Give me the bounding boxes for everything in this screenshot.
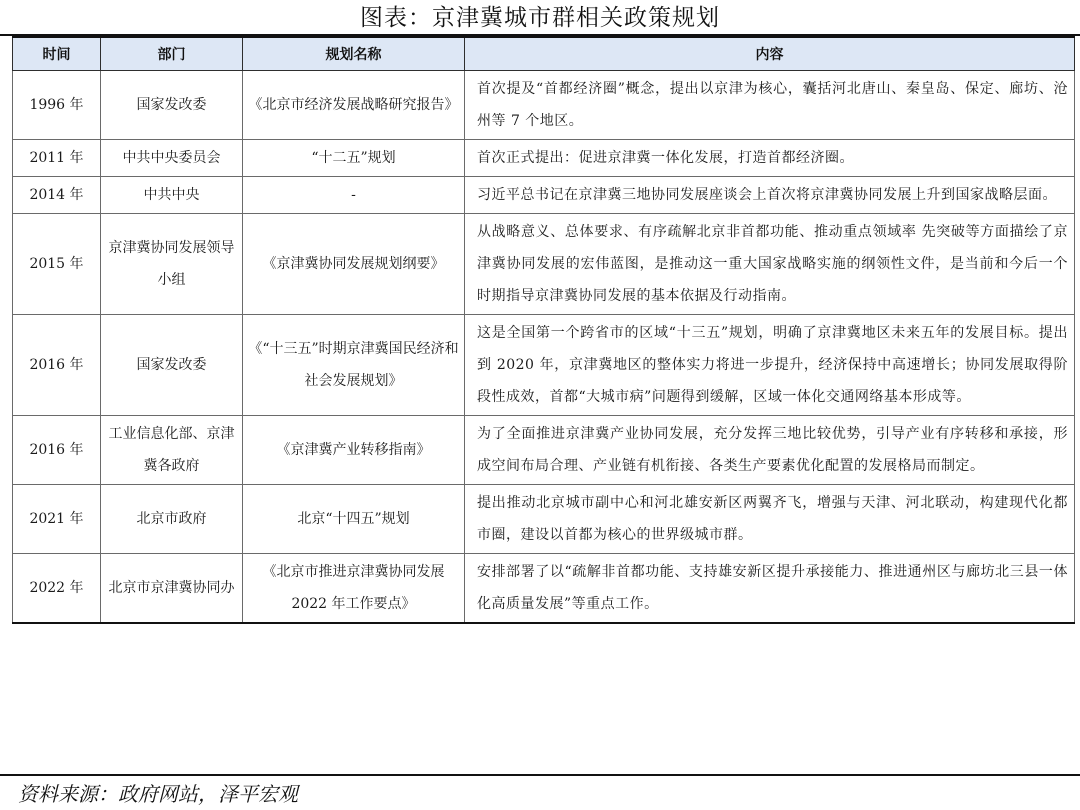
cell-plan: 《京津冀协同发展规划纲要》 — [243, 214, 465, 315]
header-time: 时间 — [13, 37, 101, 71]
cell-dept: 国家发改委 — [101, 315, 243, 416]
cell-dept: 中共中央 — [101, 177, 243, 214]
table-row — [13, 71, 1075, 140]
cell-dept: 国家发改委 — [101, 71, 243, 140]
cell-content: 为了全面推进京津冀产业协同发展，充分发挥三地比较优势，引导产业有序转移和承接，形成空间布局合理、产业链有机衔接、各类生产要素优化配置的发展格局而制定。 — [465, 416, 1075, 485]
cell-dept: 北京市政府 — [101, 485, 243, 554]
cell-content: 从战略意义、总体要求、有序疏解北京非首都功能、推动重点领域率 先突破等方面描绘了京津冀协同发展的宏伟蓝图，是推动这一重大国家战略实施的纲领性文件，是当前和今后一个时期指导京津冀协同发展的基本依据及行动指南。 — [465, 214, 1075, 315]
cell-content: 首次提及“首都经济圈”概念，提出以京津为核心，囊括河北唐山、秦皇岛、保定、廊坊、沧州等 7 个地区。 — [465, 71, 1075, 140]
cell-content: 习近平总书记在京津冀三地协同发展座谈会上首次将京津冀协同发展上升到国家战略层面。 — [465, 177, 1075, 214]
source-note: 资料来源：政府网站，泽平宏观 — [18, 782, 298, 806]
header-content: 内容 — [465, 37, 1075, 71]
cell-time: 2022 年 — [13, 554, 101, 624]
table-row — [13, 177, 1075, 214]
cell-time: 2016 年 — [13, 416, 101, 485]
cell-plan: 北京“十四五”规划 — [243, 485, 465, 554]
cell-content: 提出推动北京城市副中心和河北雄安新区两翼齐飞，增强与天津、河北联动，构建现代化都市圈，建设以首都为核心的世界级城市群。 — [465, 485, 1075, 554]
cell-time: 2016 年 — [13, 315, 101, 416]
cell-dept: 北京市京津冀协同办 — [101, 554, 243, 624]
policy-table — [12, 36, 1075, 624]
cell-content: 安排部署了以“疏解非首都功能、支持雄安新区提升承接能力、推进通州区与廊坊北三县一体化高质量发展”等重点工作。 — [465, 554, 1075, 624]
cell-plan: 《“十三五”时期京津冀国民经济和社会发展规划》 — [243, 315, 465, 416]
table-row — [13, 416, 1075, 485]
table-row — [13, 485, 1075, 554]
cell-time: 2021 年 — [13, 485, 101, 554]
cell-dept: 京津冀协同发展领导小组 — [101, 214, 243, 315]
cell-plan: - — [243, 177, 465, 214]
table-row — [13, 554, 1075, 624]
cell-content: 这是全国第一个跨省市的区域“十三五”规划，明确了京津冀地区未来五年的发展目标。提出到 2020 年，京津冀地区的整体实力将进一步提升，经济保持中高速增长；协同发展取得阶段性成效，首都“大城市病”问题得到缓解，区域一体化交通网络基本形成等。 — [465, 315, 1075, 416]
cell-plan: 《北京市经济发展战略研究报告》 — [243, 71, 465, 140]
table-row — [13, 140, 1075, 177]
table-row — [13, 214, 1075, 315]
table-row — [13, 315, 1075, 416]
cell-dept: 工业信息化部、京津冀各政府 — [101, 416, 243, 485]
cell-time: 1996 年 — [13, 71, 101, 140]
table-header-row — [13, 37, 1075, 71]
cell-dept: 中共中央委员会 — [101, 140, 243, 177]
bottom-divider — [0, 774, 1080, 776]
header-dept: 部门 — [101, 37, 243, 71]
page-title: 图表：京津冀城市群相关政策规划 — [360, 5, 720, 31]
cell-content: 首次正式提出：促进京津冀一体化发展，打造首都经济圈。 — [465, 140, 1075, 177]
cell-plan: 《京津冀产业转移指南》 — [243, 416, 465, 485]
header-plan: 规划名称 — [243, 37, 465, 71]
cell-plan: “十二五”规划 — [243, 140, 465, 177]
cell-time: 2015 年 — [13, 214, 101, 315]
cell-plan: 《北京市推进京津冀协同发展 2022 年工作要点》 — [243, 554, 465, 624]
cell-time: 2011 年 — [13, 140, 101, 177]
cell-time: 2014 年 — [13, 177, 101, 214]
